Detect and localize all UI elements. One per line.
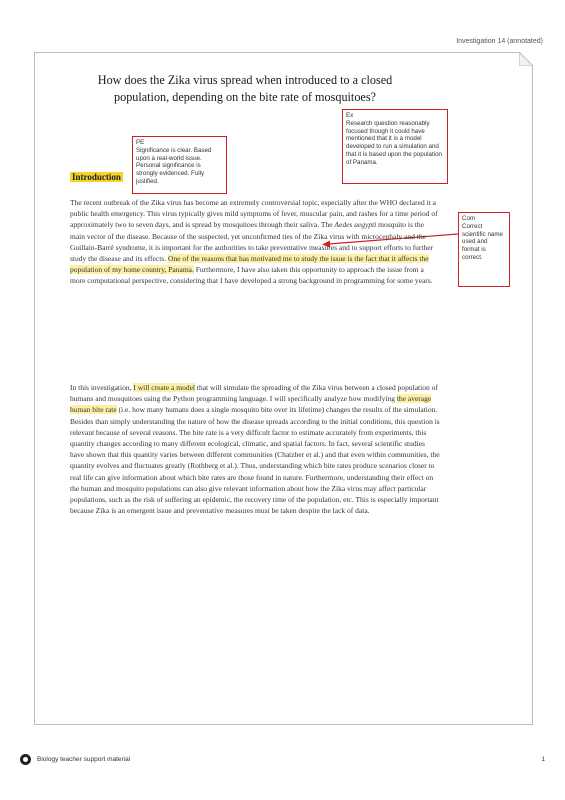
p2-text-a: In this investigation, — [70, 383, 134, 392]
annotation-ex — [342, 109, 448, 184]
annotation-com-tag: Com — [462, 215, 476, 222]
ib-logo-icon — [20, 754, 31, 765]
document-header-label: Investigation 14 (annotated) — [456, 38, 543, 45]
title-line-2: population, depending on the bite rate of mosquitoes? — [114, 90, 376, 104]
intro-paragraph-2 — [70, 382, 440, 516]
annotation-ex-text: Research question reasonably focused though it could have mentioned that it is a model developed to run a simulation and that it is based upon the population of Panama. — [346, 119, 442, 166]
footer-label: Biology teacher support material — [37, 756, 131, 763]
p1-text-a: The recent outbreak of the Zika virus has become an extremely controversial topic, especially after the WHO declared it a public health emergency. This virus typically gives mild symptoms of fever, muscular pain, and rashes for a time period of approximately two to seven days, and is spread by mosquitoes through their saliva. The — [70, 198, 438, 230]
annotation-pe-text: Significance is clear. Based upon a real-world issue. Personal significance is strongly evidenced. Fully justified. — [136, 146, 212, 185]
p1-text-c: Furthermore, I have also taken this opportunity to approach the issue from a more computational perspective, considering that I have developed a strong background in programming for some years. — [70, 265, 433, 286]
p2-highlight-1: I will create a model — [133, 383, 195, 392]
title-line-1: How does the Zika virus spread when introduced to a closed — [97, 73, 393, 87]
p2-text-b: that will simulate the spreading of the Zika virus between a closed population of humans and mosquitoes using the Python programming language. I will specifically analyze how modifying — [70, 383, 438, 404]
annotation-ex-tag: Ex — [346, 112, 354, 119]
p2-highlight-2: the average human bite rate — [70, 394, 432, 415]
annotation-com — [458, 212, 510, 287]
p1-text-b: mosquito is the main vector of the disease. Because of the suspected, yet unconfirmed ties of the Zika virus with microcephaly and the Guillain-Barré syndrome, it is important for the authorities to take preventative measures and to support efforts to further study the disease and its effects. — [70, 220, 434, 264]
p2-text-c: (i.e. how many humans does a single mosquito bite over its lifetime) changes the results of the simulation. Besides than simply understanding the nature of how the disease spreads according to the initial conditions, this question is relevant because of several reasons. The bite rate is a very difficult factor to estimate accurately from experiments, this quantity changes according to many different ecological, climatic, and spatial factors. In fact, several scientific studies have shown that this quantity varies between different communities (Chatzber et al.) and that even within communities, the quantity evolves and fluctuates greatly (Rothberg et al.). Thus, understanding which bite rates produce scenarios closer to real life can give information about which bite rates are those found in nature. Furthermore, understanding their effect on the human and mosquito populations can also give relevant information about how the Zika virus may affect particular populations, such as the risk of suffering an epidemic, the recovery time of the population, etc. This is especially important because Zika is an emergent issue and preventative measures must be taken despite the lack of data. — [70, 405, 440, 516]
page-corner-fold — [519, 52, 533, 66]
annotation-com-text: Correct scientific name used and format is correct. — [462, 222, 503, 261]
section-heading-introduction: Introduction — [72, 172, 121, 182]
p1-highlight: One of the reasons that has motivated me to study the issue is the fact that it affects the population of my home country, Panama. — [70, 254, 429, 275]
page-number: 1 — [541, 756, 545, 763]
investigation-title — [90, 72, 400, 106]
intro-paragraph-1 — [70, 197, 440, 287]
annotation-pe-tag: PE — [136, 139, 145, 146]
page-fold-icon — [519, 52, 533, 66]
annotation-pe — [132, 136, 227, 194]
p1-species-name: Aedes aegypti — [334, 220, 377, 230]
